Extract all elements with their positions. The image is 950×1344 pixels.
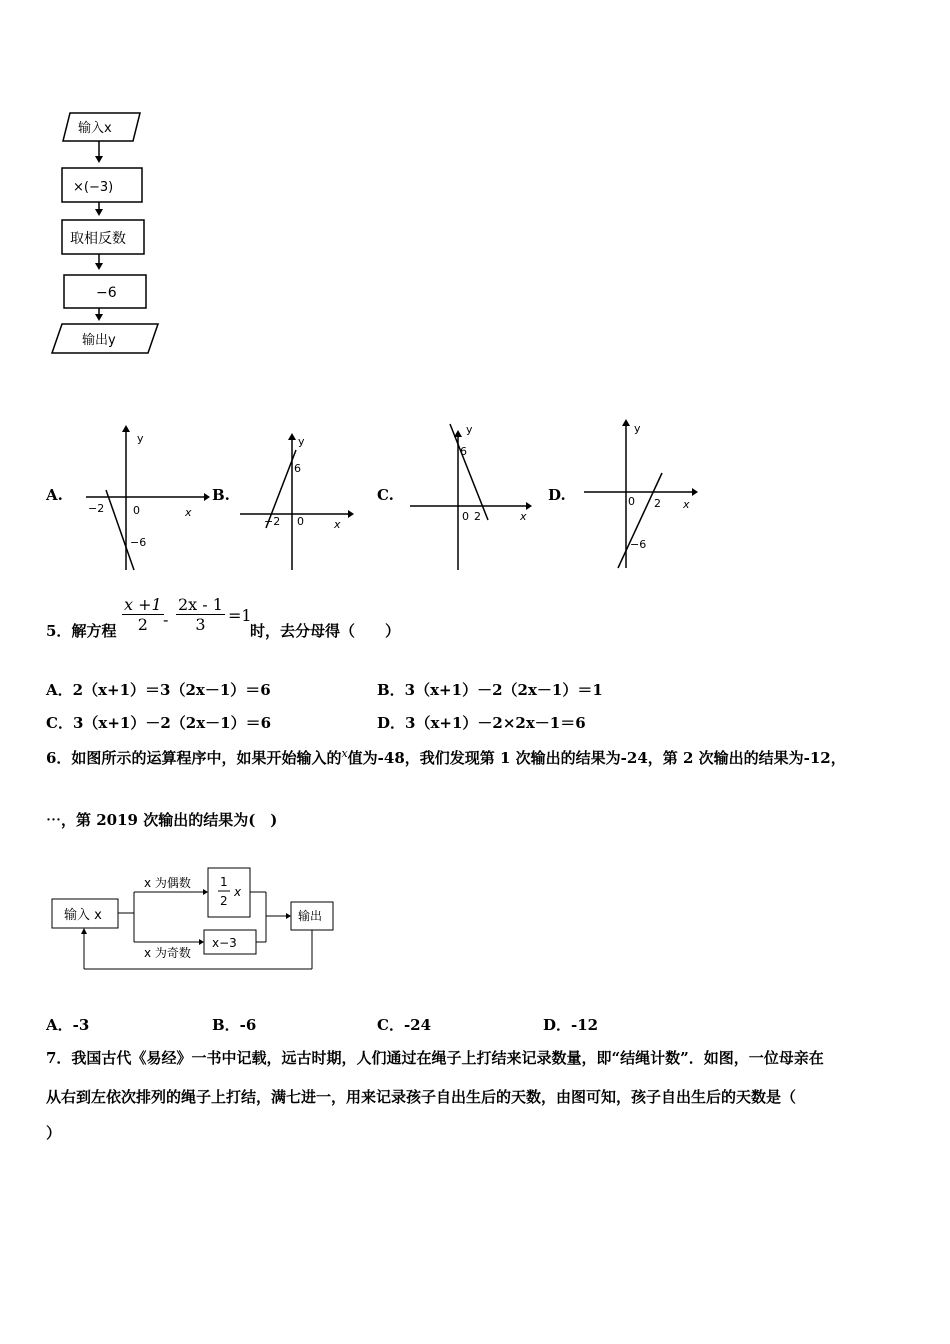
q5-option-a[interactable]: A．2（x+1）＝3（2x－1）＝6: [46, 681, 271, 699]
graph-option-c-label: C.: [377, 486, 394, 504]
graph-a-x-label: x: [185, 506, 192, 519]
loop-odd-label: x 为奇数: [144, 946, 191, 960]
flowchart-program: [40, 100, 180, 365]
flow-step-output: 输出y: [82, 333, 116, 348]
flow-step-input: 输入x: [78, 121, 112, 136]
q5-suffix: 时，去分母得（ ）: [250, 622, 401, 640]
graph-b-origin: 0: [297, 515, 304, 528]
q5-fraction-2: $\frac{2x - 1}{3}$: [178, 595, 223, 634]
flow-step-negate: 取相反数: [70, 231, 126, 247]
graph-c: [408, 420, 538, 575]
q7-line2: 从右到左依次排列的绳子上打结，满七进一，用来记录孩子自出生后的天数，由图可知，孩子自出生后的天数是（: [46, 1088, 797, 1106]
loop-half-var: x: [234, 885, 242, 899]
loop-even-label: x 为偶数: [144, 876, 191, 890]
graph-option-d-label: D.: [548, 486, 566, 504]
graph-b: [236, 430, 356, 575]
q7-line1: 7．我国古代《易经》一书中记载，远古时期，人们通过在绳子上打结来记录数量，即“结绳计数”．如图，一位母亲在: [46, 1049, 824, 1067]
graph-c-y-label: y: [466, 423, 473, 436]
graph-a-y-int: −6: [130, 536, 147, 549]
q5-option-c[interactable]: C．3（x+1）－2（2x－1）＝6: [46, 714, 272, 732]
q6-option-a[interactable]: A．-3: [46, 1016, 90, 1034]
graph-b-x-int: −2: [264, 515, 281, 528]
graph-d-y-int: −6: [630, 538, 647, 551]
loop-half-den: 2: [220, 894, 228, 908]
graph-d-x-int: 2: [654, 497, 661, 510]
q6-line2: ⋯，第 2019 次输出的结果为( ): [46, 811, 278, 829]
q5-option-b[interactable]: B．3（x+1）－2（2x－1）＝1: [377, 681, 603, 699]
graph-d-y-label: y: [634, 422, 641, 435]
q6-option-b[interactable]: B．-6: [212, 1016, 257, 1034]
q5-option-d[interactable]: D．3（x+1）－2×2x－1＝6: [377, 714, 586, 732]
loop-output: 输出: [298, 909, 323, 923]
graph-a-origin: 0: [133, 504, 140, 517]
loop-input: 输入 x: [64, 908, 102, 923]
graph-d-origin: 0: [628, 495, 635, 508]
graph-option-a-label: A.: [46, 486, 63, 504]
graph-d-line: [618, 473, 662, 568]
graph-a: [80, 420, 210, 575]
graph-d: [580, 418, 700, 573]
graph-b-y-int: 6: [294, 462, 301, 475]
graph-c-x-int: 2: [474, 510, 481, 523]
q5-number: 5．解方程: [46, 622, 117, 640]
flow-step-multiply: ×(−3): [73, 180, 114, 195]
q6-line1: 6．如图所示的运算程序中，如果开始输入的$^x$值为-48，我们发现第 1 次输出的结果为-24，第 2 次输出的结果为-12，: [46, 747, 846, 767]
loop-minus3: x−3: [212, 936, 237, 950]
graph-c-x-label: x: [520, 510, 527, 523]
graph-d-x-label: x: [683, 498, 690, 511]
graph-c-y-int: 6: [460, 445, 467, 458]
graph-option-b-label: B.: [212, 486, 230, 504]
flow-step-subtract: −6: [96, 285, 117, 301]
graph-b-y-label: y: [298, 435, 305, 448]
q6-option-d[interactable]: D．-12: [543, 1016, 599, 1034]
graph-a-x-int: −2: [88, 502, 105, 515]
q6-option-c[interactable]: C．-24: [377, 1016, 432, 1034]
q7-line3: ）: [46, 1124, 62, 1142]
loop-half-num: 1: [220, 875, 228, 889]
graph-c-origin: 0: [462, 510, 469, 523]
flowchart-loop: [46, 862, 346, 974]
graph-b-x-label: x: [334, 518, 341, 531]
graph-a-line: [106, 490, 134, 570]
graph-a-y-label: y: [137, 432, 144, 445]
q5-fraction-1: $\frac{x +1}{2}$: [124, 595, 162, 634]
q5-equals: =1: [228, 606, 252, 625]
q5-minus: -: [163, 610, 169, 629]
